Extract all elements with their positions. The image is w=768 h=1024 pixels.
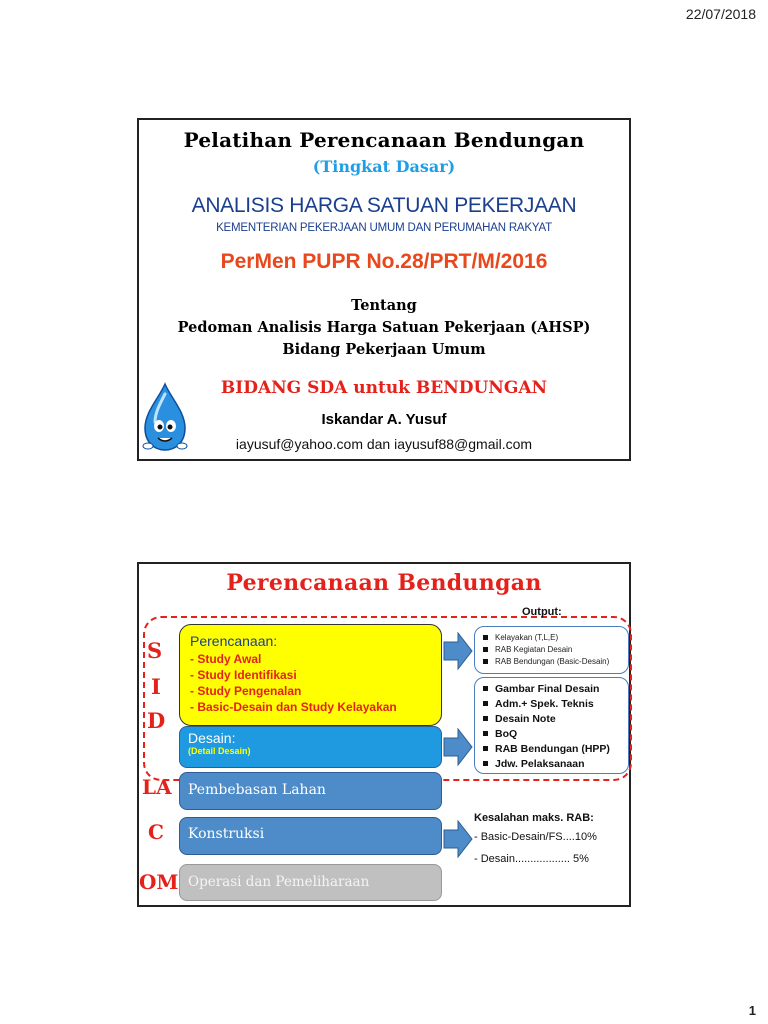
arrow-right-icon xyxy=(443,632,473,670)
phase-letter-d: D xyxy=(147,708,166,733)
list-item: RAB Kegiatan Desain xyxy=(481,644,628,656)
kesalahan-heading: Kesalahan maks. RAB: xyxy=(474,812,594,824)
arrow-right-icon xyxy=(443,728,473,766)
slide1-email: iayusuf@yahoo.com dan iayusuf88@gmail.com xyxy=(235,436,533,452)
perencanaan-item: - Study Pengenalan xyxy=(190,684,302,698)
page-number: 1 xyxy=(748,1003,756,1018)
list-item: Desain Note xyxy=(481,712,628,727)
kesalahan-row: - Desain.................. 5% xyxy=(474,853,589,865)
output-desain-list xyxy=(474,677,629,774)
phase-letter-i: I xyxy=(151,674,161,699)
perencanaan-box xyxy=(179,624,442,726)
kesalahan-rab xyxy=(474,812,629,870)
bullet-icon xyxy=(483,731,488,736)
desain-heading: Desain: xyxy=(188,730,236,746)
bullet-icon xyxy=(483,686,488,691)
date-stamp: 22/07/2018 xyxy=(685,6,756,22)
about-line: Bidang Pekerjaan Umum xyxy=(282,341,486,358)
slide1-about xyxy=(139,295,629,361)
desain-sub: (Detail Desain) xyxy=(188,746,251,756)
pembebasan-lahan-box: Pembebasan Lahan xyxy=(179,772,442,810)
desain-box xyxy=(179,726,442,768)
slide-perencanaan xyxy=(137,562,631,907)
list-item: Gambar Final Desain xyxy=(481,682,628,697)
phase-letter-om: OM xyxy=(139,870,179,894)
slide2-title: Perencanaan Bendungan xyxy=(226,570,542,596)
operasi-box: Operasi dan Pemeliharaan xyxy=(179,864,442,901)
bullet-icon xyxy=(483,716,488,721)
bullet-icon xyxy=(483,746,488,751)
arrow-right-icon xyxy=(443,820,473,858)
output-perencanaan-list xyxy=(474,626,629,674)
list-item: Kelayakan (T,L,E) xyxy=(481,632,628,644)
bullet-icon xyxy=(483,761,488,766)
slide1-ministry: KEMENTERIAN PEKERJAAN UMUM DAN PERUMAHAN RAKYAT xyxy=(216,222,552,234)
slide-title xyxy=(137,118,631,461)
about-line: Tentang xyxy=(351,297,417,314)
phase-letter-c: C xyxy=(148,820,164,844)
slide1-regulation: PerMen PUPR No.28/PRT/M/2016 xyxy=(220,250,548,273)
perencanaan-heading: Perencanaan: xyxy=(190,633,278,649)
kesalahan-row: - Basic-Desain/FS....10% xyxy=(474,831,597,843)
list-item: RAB Bendungan (HPP) xyxy=(481,742,628,757)
list-item: Adm.+ Spek. Teknis xyxy=(481,697,628,712)
bullet-icon xyxy=(483,701,488,706)
water-drop-mascot-icon xyxy=(141,382,189,454)
phase-letter-s: S xyxy=(147,638,163,663)
perencanaan-item: - Study Identifikasi xyxy=(190,668,297,682)
list-item: BoQ xyxy=(481,727,628,742)
about-line: Pedoman Analisis Harga Satuan Pekerjaan (AHSP) xyxy=(177,319,591,336)
slide1-title: Pelatihan Perencanaan Bendungan xyxy=(183,128,585,152)
perencanaan-item: - Study Awal xyxy=(190,652,262,666)
list-item: RAB Bendungan (Basic-Desain) xyxy=(481,656,628,668)
perencanaan-item: - Basic-Desain dan Study Kelayakan xyxy=(190,700,397,714)
phase-letter-la: LA xyxy=(142,775,172,799)
konstruksi-box: Konstruksi xyxy=(179,817,442,855)
bullet-icon xyxy=(483,647,488,652)
slide1-author: Iskandar A. Yusuf xyxy=(321,411,447,428)
list-item: Jdw. Pelaksanaan xyxy=(481,757,628,772)
slide1-subtitle: (Tingkat Dasar) xyxy=(312,157,456,176)
slide1-topic: ANALISIS HARGA SATUAN PEKERJAAN xyxy=(191,194,577,217)
output-label: Output: xyxy=(522,606,562,618)
slide1-field: BIDANG SDA untuk BENDUNGAN xyxy=(220,378,548,398)
bullet-icon xyxy=(483,635,488,640)
bullet-icon xyxy=(483,659,488,664)
